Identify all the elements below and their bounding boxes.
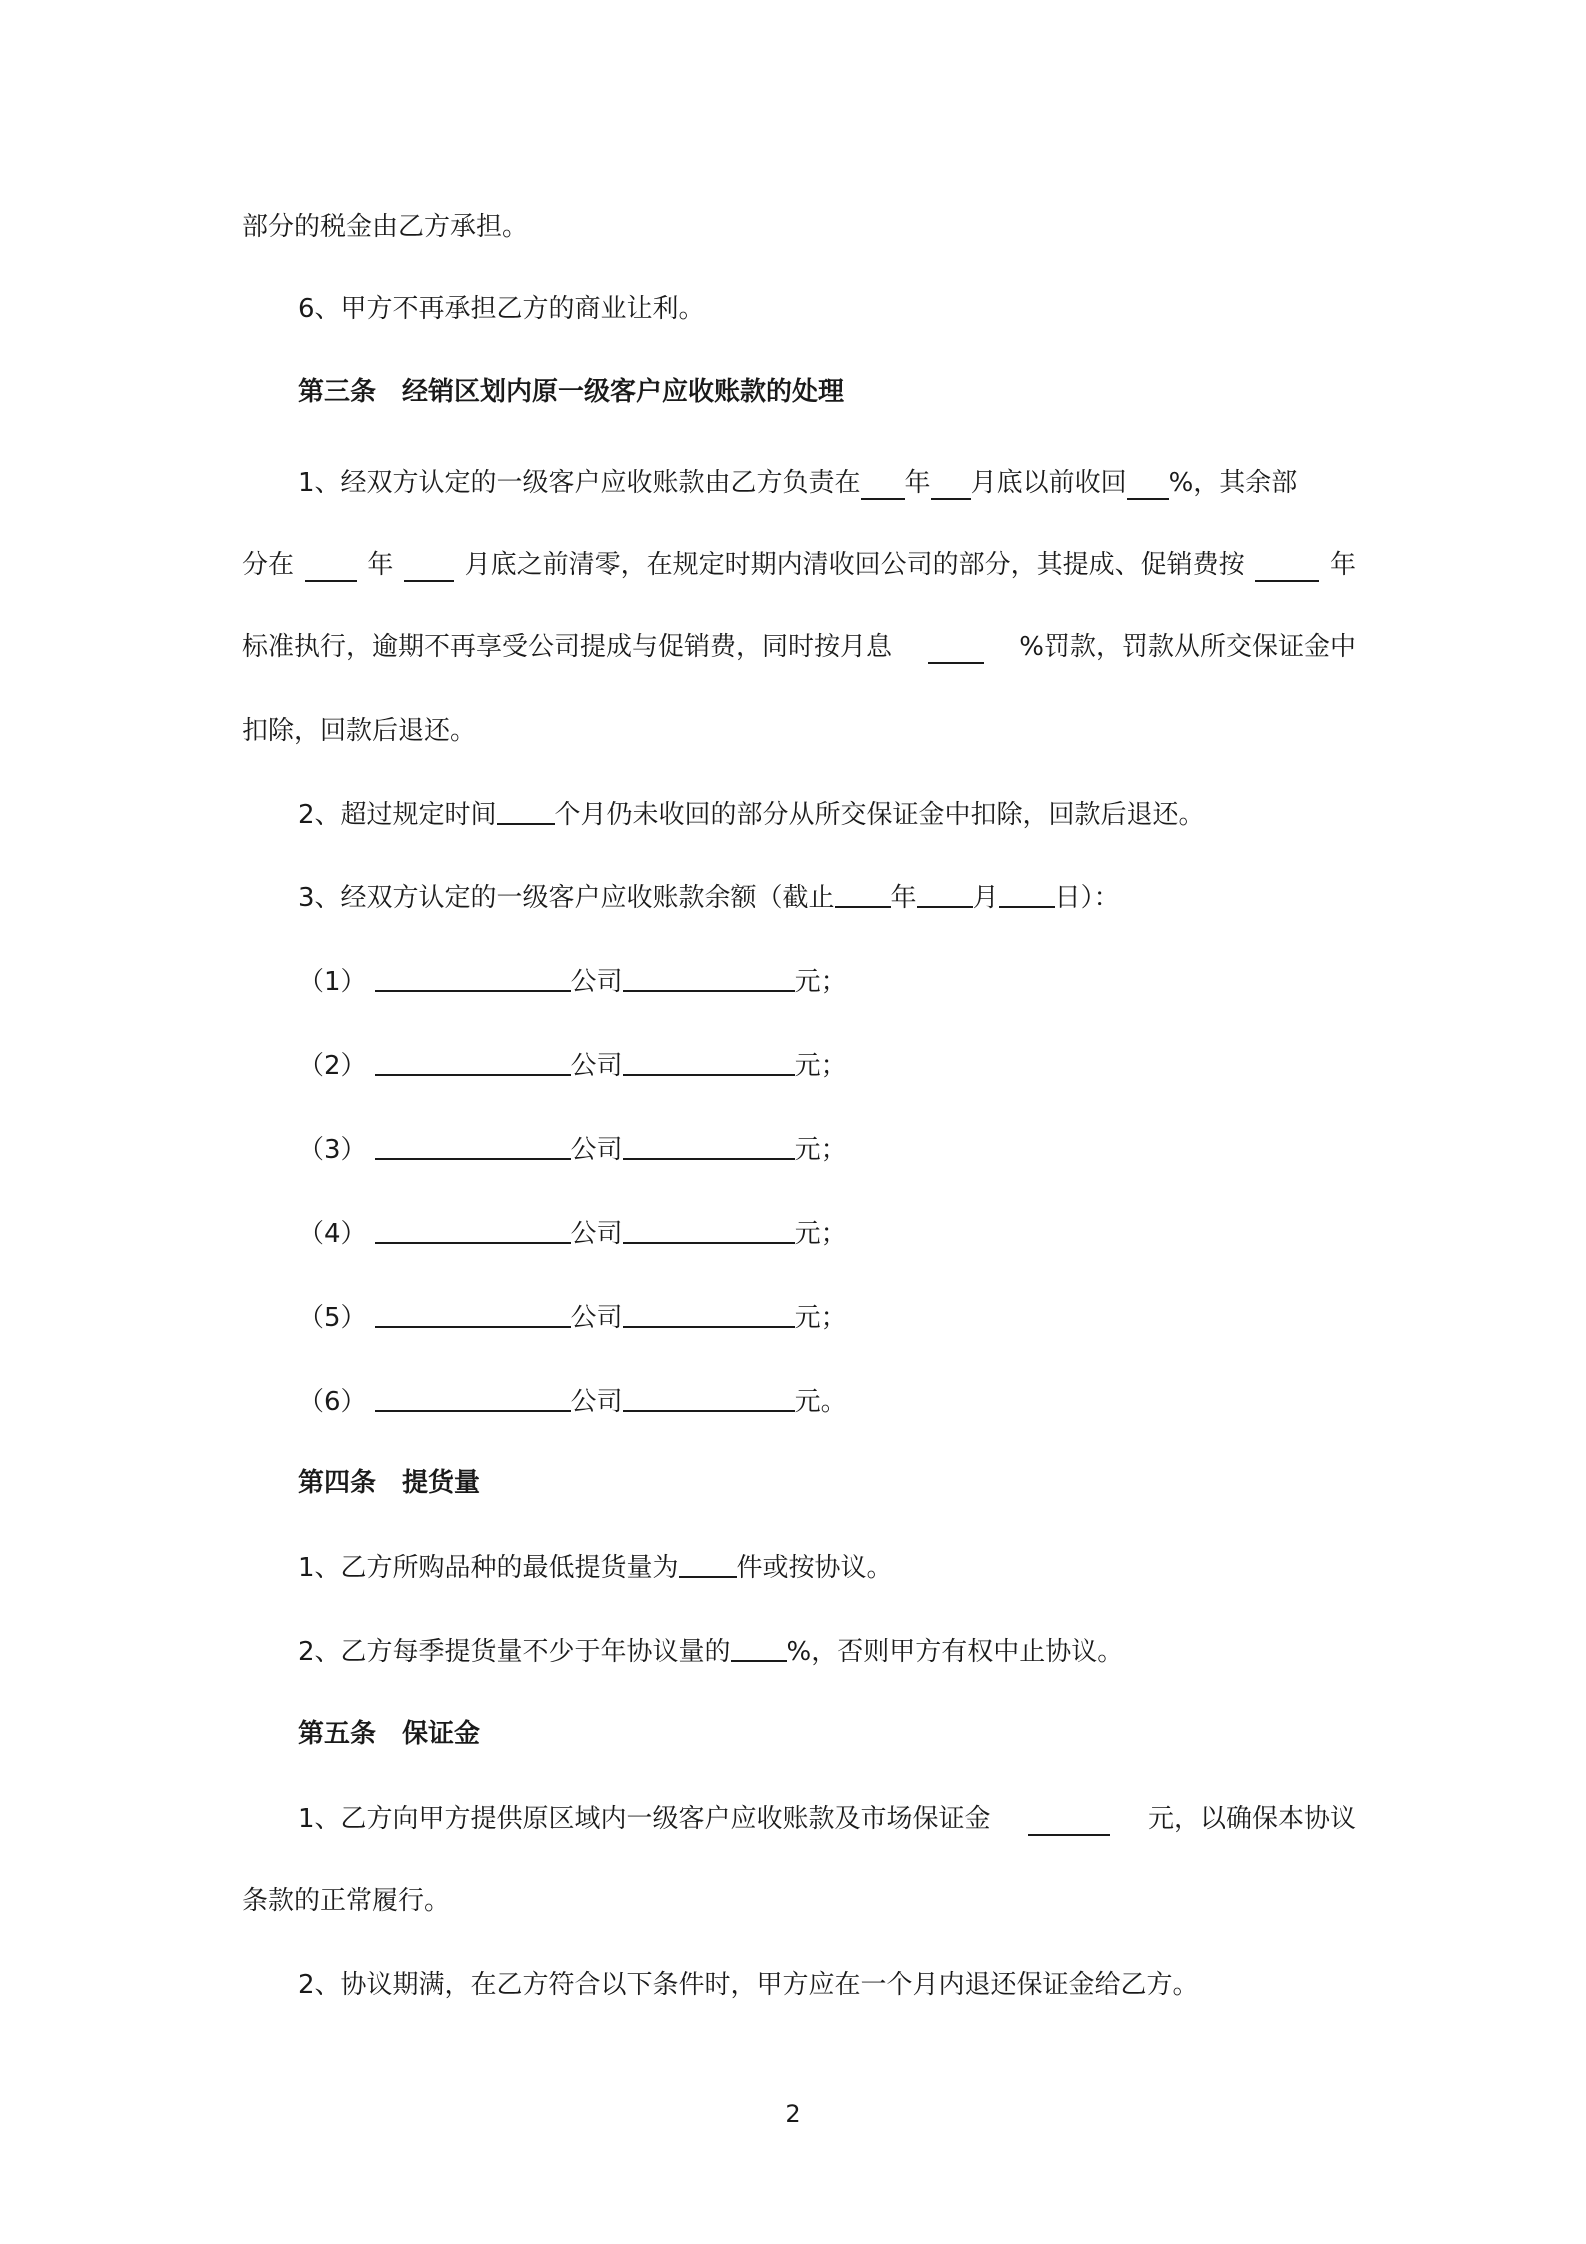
receivable-item-3 bbox=[298, 1132, 847, 1167]
fill-blank bbox=[679, 1550, 737, 1578]
text: 分在 bbox=[242, 550, 295, 580]
amount-blank bbox=[623, 964, 795, 992]
company-name-blank bbox=[375, 1384, 571, 1412]
item-number: （3） bbox=[298, 1135, 367, 1165]
article-3-clause-3 bbox=[298, 880, 1120, 915]
fill-blank bbox=[835, 880, 891, 908]
text: 年 bbox=[367, 550, 394, 580]
article-5-clause-1-line-1 bbox=[298, 1802, 1356, 1836]
company-label: 公司 bbox=[570, 1219, 623, 1249]
paragraph-continuation: 部分的税金由乙方承担。 bbox=[242, 212, 529, 242]
text: 年 bbox=[890, 883, 917, 913]
fill-blank bbox=[497, 797, 555, 825]
amount-blank bbox=[623, 1048, 795, 1076]
company-label: 公司 bbox=[570, 1051, 623, 1081]
text: 月 bbox=[972, 883, 999, 913]
fill-blank bbox=[917, 880, 973, 908]
article-4-heading: 第四条 提货量 bbox=[298, 1468, 481, 1498]
article-3-heading: 第三条 经销区划内原一级客户应收账款的处理 bbox=[298, 377, 845, 407]
receivable-item-6 bbox=[298, 1384, 847, 1419]
amount-blank bbox=[623, 1132, 795, 1160]
amount-blank bbox=[623, 1300, 795, 1328]
fill-blank bbox=[1255, 554, 1319, 582]
text: 1、经双方认定的一级客户应收账款由乙方负责在 bbox=[298, 468, 861, 498]
company-name-blank bbox=[375, 1048, 571, 1076]
receivable-item-2 bbox=[298, 1048, 847, 1083]
company-name-blank bbox=[375, 1132, 571, 1160]
unit-label: 元； bbox=[794, 1303, 847, 1333]
fill-blank bbox=[928, 636, 984, 664]
article-3-clause-1-line-4: 扣除，回款后退还。 bbox=[242, 716, 477, 746]
fill-blank bbox=[731, 1634, 787, 1662]
unit-label: 元； bbox=[794, 1135, 847, 1165]
article-3-clause-1-line-1 bbox=[298, 466, 1356, 500]
unit-label: 元； bbox=[794, 967, 847, 997]
item-number: （6） bbox=[298, 1387, 367, 1417]
fill-blank bbox=[1127, 472, 1169, 500]
article-5-clause-1-line-2: 条款的正常履行。 bbox=[242, 1886, 451, 1916]
text: 2、超过规定时间 bbox=[298, 800, 497, 830]
item-number: （1） bbox=[298, 967, 367, 997]
fill-blank bbox=[404, 554, 454, 582]
text: 2、乙方每季提货量不少于年协议量的 bbox=[298, 1637, 731, 1667]
company-label: 公司 bbox=[570, 1303, 623, 1333]
item-number: （2） bbox=[298, 1051, 367, 1081]
fill-blank bbox=[999, 880, 1055, 908]
company-label: 公司 bbox=[570, 1135, 623, 1165]
text: %，其余部 bbox=[1168, 468, 1298, 498]
article-3-clause-1-line-2 bbox=[242, 548, 1356, 582]
item-number: （4） bbox=[298, 1219, 367, 1249]
text: %罚款，罚款从所交保证金中 bbox=[1019, 632, 1356, 662]
company-label: 公司 bbox=[570, 1387, 623, 1417]
unit-label: 元； bbox=[794, 1051, 847, 1081]
unit-label: 元。 bbox=[794, 1387, 847, 1417]
company-name-blank bbox=[375, 1300, 571, 1328]
fill-blank bbox=[931, 472, 971, 500]
page-number: 2 bbox=[785, 2100, 801, 2128]
company-name-blank bbox=[375, 964, 571, 992]
receivable-item-5 bbox=[298, 1300, 847, 1335]
unit-label: 元； bbox=[794, 1219, 847, 1249]
amount-blank bbox=[623, 1384, 795, 1412]
article-3-clause-1-line-3 bbox=[242, 630, 1356, 664]
text: 个月仍未收回的部分从所交保证金中扣除，回款后退还。 bbox=[554, 800, 1205, 830]
fill-blank bbox=[1028, 1808, 1110, 1836]
item-number: （5） bbox=[298, 1303, 367, 1333]
text: 元，以确保本协议 bbox=[1147, 1804, 1356, 1834]
article-4-clause-1 bbox=[298, 1550, 893, 1585]
article-5-clause-2: 2、协议期满，在乙方符合以下条件时，甲方应在一个月内退还保证金给乙方。 bbox=[298, 1970, 1199, 2000]
text: 1、乙方向甲方提供原区域内一级客户应收账款及市场保证金 bbox=[298, 1804, 991, 1834]
text: 月底之前清零，在规定时期内清收回公司的部分，其提成、促销费按 bbox=[464, 550, 1245, 580]
article-5-heading: 第五条 保证金 bbox=[298, 1719, 481, 1749]
text: 年 bbox=[904, 468, 931, 498]
receivable-item-1 bbox=[298, 964, 847, 999]
fill-blank bbox=[861, 472, 905, 500]
text: 日）： bbox=[1054, 883, 1120, 913]
text: 件或按协议。 bbox=[736, 1553, 893, 1583]
article-4-clause-2 bbox=[298, 1634, 1123, 1669]
text: 月底以前收回 bbox=[970, 468, 1127, 498]
text: 年 bbox=[1329, 550, 1356, 580]
text: %，否则甲方有权中止协议。 bbox=[786, 1637, 1124, 1667]
article-3-clause-2 bbox=[298, 797, 1205, 832]
text: 标准执行，逾期不再享受公司提成与促销费，同时按月息 bbox=[242, 632, 893, 662]
receivable-item-4 bbox=[298, 1216, 847, 1251]
company-name-blank bbox=[375, 1216, 571, 1244]
amount-blank bbox=[623, 1216, 795, 1244]
fill-blank bbox=[305, 554, 357, 582]
company-label: 公司 bbox=[570, 967, 623, 997]
text: 1、乙方所购品种的最低提货量为 bbox=[298, 1553, 679, 1583]
text: 3、经双方认定的一级客户应收账款余额（截止 bbox=[298, 883, 835, 913]
clause-item-6: 6、甲方不再承担乙方的商业让利。 bbox=[298, 294, 705, 324]
